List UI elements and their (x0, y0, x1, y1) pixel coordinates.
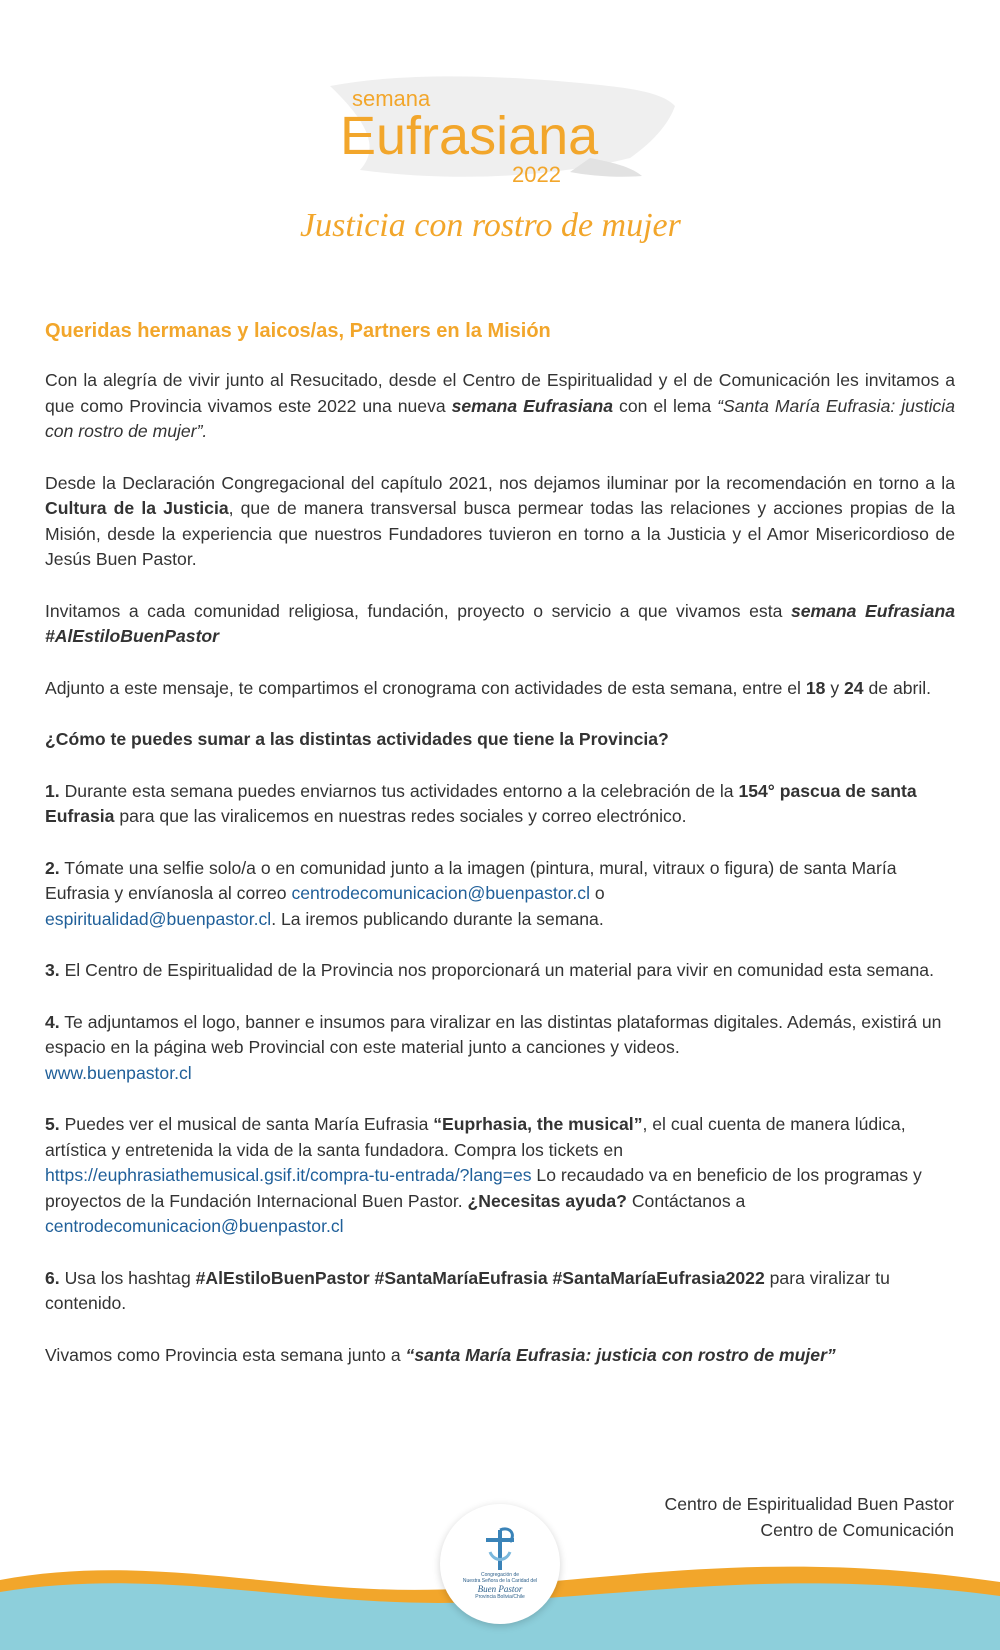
list-item-4: 4. Te adjuntamos el logo, banner e insumos para viralizar en las distintas plataformas digitales. Además, existirá un espacio en la página web Provincial con este material junto a canciones y videos. www.buenpastor.cl (45, 1011, 942, 1083)
list-item-6: 6. Usa los hashtag #AlEstiloBuenPastor #SantaMaríaEufrasia #SantaMaríaEufrasia2022 para viralizar tu contenido. (45, 1267, 890, 1313)
header-logo (0, 0, 1000, 290)
logo-word-eufrasiana: Eufrasiana (340, 106, 599, 166)
buen-pastor-badge (440, 1504, 560, 1624)
logo-year: 2022 (512, 162, 561, 187)
greeting-heading: Queridas hermanas y laicos/as, Partners en la Misión (45, 320, 551, 342)
badge-label: Congregación de Nuestra Señora de la Caridad del Buen Pastor Provincia Bolivia/Chile (462, 1572, 538, 1600)
signature-line-2: Centro de Comunicación (760, 1519, 954, 1540)
shepherd-cross-icon (440, 1504, 560, 1624)
closing-line: Vivamos como Provincia esta semana junto a “santa María Eufrasia: justicia con rostro de mujer” (45, 1344, 836, 1365)
letter-body (45, 318, 955, 1394)
list-item-2: 2. Tómate una selfie solo/a o en comunidad junto a la imagen (pintura, mural, vitraux o figura) de santa María Eufrasia y envíanosla al correo centrodecomunicacion@buenpastor.cl o espiritualidad@buenpastor.cl. La iremos publicando durante la semana. (45, 857, 897, 929)
paragraph-cronograma: Adjunto a este mensaje, te compartimos el cronograma con actividades de esta semana, entre el 18 y 24 de abril. (45, 677, 932, 698)
website-link[interactable]: www.buenpastor.cl (45, 1062, 192, 1083)
paragraph-declaracion: Desde la Declaración Congregacional del capítulo 2021, nos dejamos iluminar por la recomendación en torno a la Cultura de la Justicia, que de manera transversal busca permear todas las relaciones y acciones propias de la Misión, desde la experiencia que nuestros Fundadores tuvieron en torno a la Justicia y el Amor Misericordioso de Jesús Buen Pastor. (45, 472, 955, 569)
logo-word-semana: semana (352, 86, 431, 111)
logo-tagline: Justicia con rostro de mujer (300, 207, 681, 244)
paragraph-intro: Con la alegría de vivir junto al Resucitado, desde el Centro de Espiritualidad y el de Comunicación les invitamos a que como Provincia vivamos este 2022 una nueva semana Eufrasiana con el lema “Santa María Eufrasia: justicia con rostro de mujer”. (45, 370, 955, 441)
paragraph-invitacion: Invitamos a cada comunidad religiosa, fundación, proyecto o servicio a que vivamos esta semana Eufrasiana #AlEstiloBuenPastor (45, 600, 955, 646)
email-link-espiritualidad[interactable]: espiritualidad@buenpastor.cl (45, 908, 272, 929)
semana-eufrasiana-logo (290, 66, 710, 266)
tickets-link[interactable]: https://euphrasiathemusical.gsif.it/compra-tu-entrada/?lang=es (45, 1165, 532, 1185)
signature-line-1: Centro de Espiritualidad Buen Pastor (664, 1494, 954, 1514)
email-link-comunicacion[interactable]: centrodecomunicacion@buenpastor.cl (291, 883, 591, 903)
list-item-3: 3. El Centro de Espiritualidad de la Provincia nos proporcionará un material para vivir en comunidad esta semana. (45, 960, 934, 980)
list-item-1: 1. Durante esta semana puedes enviarnos tus actividades entorno a la celebración de la 154° pascua de santa Eufrasia para que las viralicemos en nuestras redes sociales y correo electrónico. (45, 780, 917, 826)
email-link-contacto[interactable]: centrodecomunicacion@buenpastor.cl (45, 1216, 344, 1236)
list-item-5: 5. Puedes ver el musical de santa María Eufrasia “Euprhasia, the musical”, el cual cuenta de manera lúdica, artística y entretenida la vida de la santa fundadora. Compra los tickets en https://euphrasiathemusical.gsif.it/compra-tu-entrada/?lang=es Lo recaudado va en beneficio de los programas y proyectos de la Fundación Internacional Buen Pastor. ¿Necesitas ayuda? Contáctanos a centrodecomunicacion@buenpastor.cl (45, 1114, 922, 1236)
question-heading: ¿Cómo te puedes sumar a las distintas actividades que tiene la Provincia? (45, 729, 669, 749)
